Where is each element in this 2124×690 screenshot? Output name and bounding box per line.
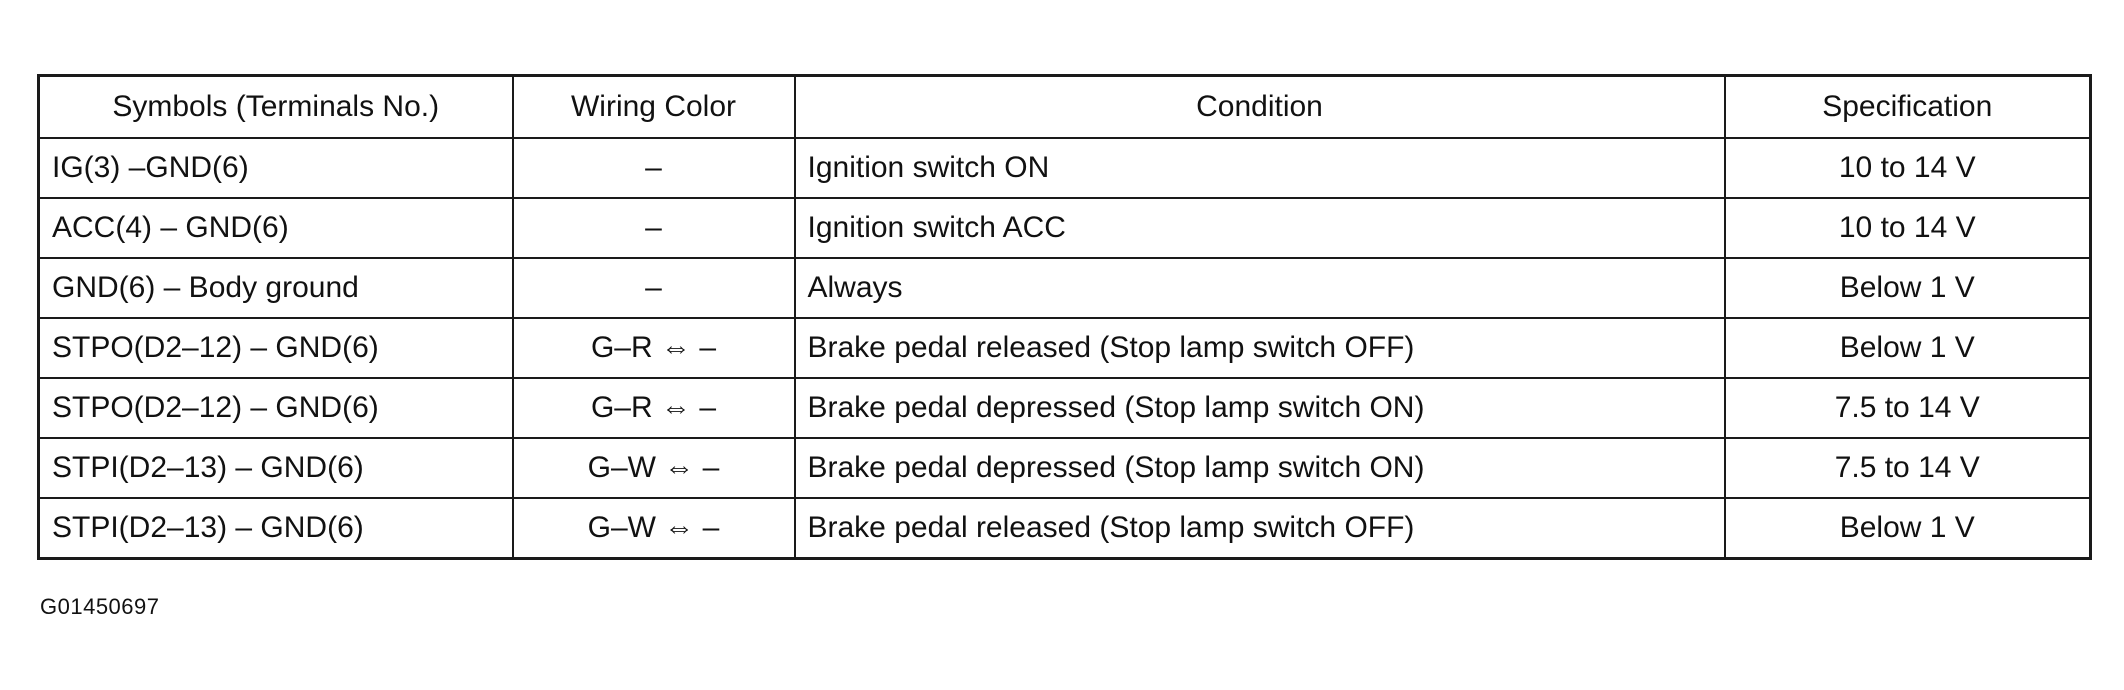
table-row — [39, 138, 2091, 198]
cell-specification: 7.5 to 14 V — [1725, 438, 2091, 498]
cell-specification: Below 1 V — [1725, 258, 2091, 318]
cell-condition: Ignition switch ON — [795, 138, 1725, 198]
cell-symbols: GND(6) – Body ground — [39, 258, 513, 318]
header-condition: Condition — [795, 76, 1725, 139]
cell-wiring-color: G–W ⇔ – — [513, 438, 795, 498]
cell-condition: Ignition switch ACC — [795, 198, 1725, 258]
header-specification: Specification — [1725, 76, 2091, 139]
figure-id: G01450697 — [40, 594, 160, 619]
cell-condition: Brake pedal depressed (Stop lamp switch ON) — [795, 438, 1725, 498]
cell-specification: Below 1 V — [1725, 498, 2091, 559]
cell-wiring-color: – — [513, 198, 795, 258]
cell-specification: 10 to 14 V — [1725, 138, 2091, 198]
cell-wiring-color: G–R ⇔ – — [513, 318, 795, 378]
cell-symbols: ACC(4) – GND(6) — [39, 198, 513, 258]
terminal-spec-table — [37, 74, 2092, 560]
table-row — [39, 318, 2091, 378]
cell-symbols: STPO(D2–12) – GND(6) — [39, 378, 513, 438]
cell-symbols: IG(3) –GND(6) — [39, 138, 513, 198]
cell-wiring-color: G–W ⇔ – — [513, 498, 795, 559]
cell-specification: 7.5 to 14 V — [1725, 378, 2091, 438]
table-row — [39, 438, 2091, 498]
cell-wiring-color: – — [513, 258, 795, 318]
cell-specification: 10 to 14 V — [1725, 198, 2091, 258]
cell-specification: Below 1 V — [1725, 318, 2091, 378]
header-symbols: Symbols (Terminals No.) — [39, 76, 513, 139]
cell-symbols: STPI(D2–13) – GND(6) — [39, 438, 513, 498]
cell-condition: Brake pedal depressed (Stop lamp switch ON) — [795, 378, 1725, 438]
cell-symbols: STPI(D2–13) – GND(6) — [39, 498, 513, 559]
table-row — [39, 258, 2091, 318]
cell-wiring-color: G–R ⇔ – — [513, 378, 795, 438]
table-row — [39, 498, 2091, 559]
cell-wiring-color: – — [513, 138, 795, 198]
cell-condition: Always — [795, 258, 1725, 318]
table-row — [39, 198, 2091, 258]
table-header — [39, 76, 2091, 139]
table-body — [39, 138, 2091, 559]
cell-condition: Brake pedal released (Stop lamp switch OFF) — [795, 318, 1725, 378]
header-row — [39, 76, 2091, 139]
table-row — [39, 378, 2091, 438]
cell-symbols: STPO(D2–12) – GND(6) — [39, 318, 513, 378]
cell-condition: Brake pedal released (Stop lamp switch OFF) — [795, 498, 1725, 559]
header-wiring-color: Wiring Color — [513, 76, 795, 139]
